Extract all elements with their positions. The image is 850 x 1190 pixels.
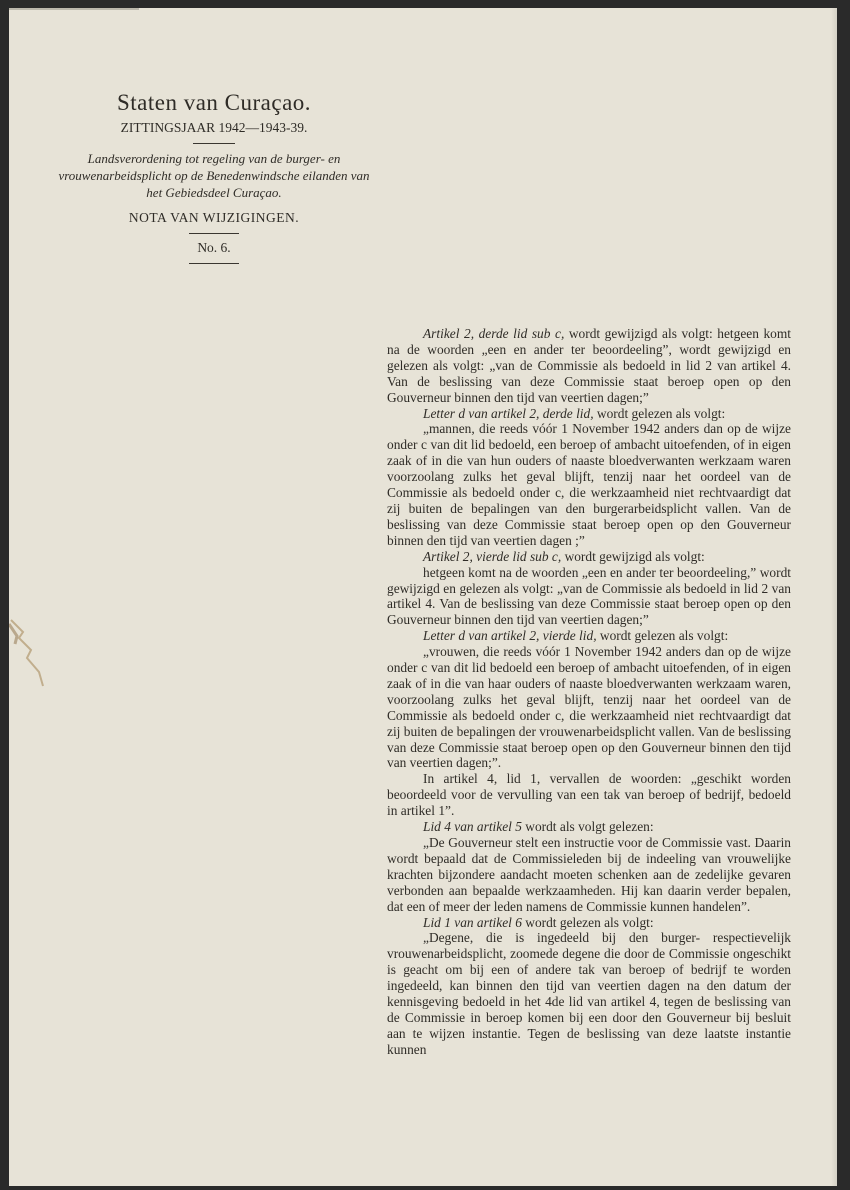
paragraph-text: wordt gelezen als volgt: [593, 405, 726, 421]
paragraph-lead: Letter d van artikel 2, vierde lid, [423, 628, 597, 644]
paragraph [387, 565, 791, 629]
document-subject: Landsverordening tot regeling van de burger- en vrouwenarbeidsplicht op de Benedenwindsche eilanden van het Gebiedsdeel Curaçao. [58, 151, 370, 200]
paper-stain-icon [9, 614, 49, 694]
paragraph-text: „Degene, die is ingedeeld bij den burger- respectievelijk vrouwenarbeidsplicht, zoomede degene die door de Commissie ongeschikt is geacht om bij een of andere tak van beroep of bedrijf te worden ingedeeld, kan binnen den tijd van veertien dagen na den datum der kennisgeving bedoeld in het 4de lid van artikel 4, tegen de beslissing van de Commissie in beroep komen bij een door den Gouverneur bij besluit aan te wijzen instantie. Tegen de beslissing van deze laatste instantie kunnen [387, 930, 791, 1057]
paragraph [387, 930, 791, 1057]
paragraph-text: wordt gelezen als volgt: [596, 628, 729, 644]
paragraph [387, 644, 791, 771]
paragraph [387, 771, 791, 819]
paragraph-lead: Letter d van artikel 2, derde lid, [423, 405, 594, 421]
paragraph-text: hetgeen komt na de woorden „een en ander ter beoordeeling,” wordt gewijzigd en gelezen als volgt: „van de Commissie als bedoeld in lid 2 van artikel 4. Van de beslissing van deze Commissie staat beroep open op den Gouverneur binnen den tijd van veertien dagen;” [387, 564, 791, 628]
paragraph-text: wordt gewijzigd als volgt: hetgeen komt na de woorden „een en ander ter beoordeeling”, wordt gewijzigd en gelezen als volgt: „van de Commissie als bedoeld in lid 2 van artikel 4. Van de beslissing van deze Commissie staat beroep open op den Gouverneur binnen den tijd van veertien dagen;” [387, 326, 791, 405]
paragraph [387, 915, 791, 931]
paragraph [387, 628, 791, 644]
paragraph-text: In artikel 4, lid 1, vervallen de woorden: „geschikt worden beoordeeld voor de vervulling van een tak van beroep of bedrijf, bedoeld in artikel 1”. [387, 771, 791, 819]
document-number: No. 6. [197, 240, 231, 255]
paragraph-text: „vrouwen, die reeds vóór 1 November 1942 anders dan op de wijze onder c van dit lid bedoeld een beroep of ambacht uitoefenden, of in eigen zaak of in die van haar ouders of naaste bloedverwanten werkzaam waren, voorzoolang zulks het geval blijft, tenzij naar het oordeel van de Commissie als bedoeld onder c, die werkzaamheid niet rechtvaardigt dat zij buiten de bepalingen der vrouwenarbeidsplicht vallen. Van de beslissing van deze Commissie staat beroep open op den Gouverneur binnen den tijd van veertien dagen;”. [387, 644, 791, 771]
paragraph [387, 406, 791, 422]
paragraph-lead: Artikel 2, vierde lid sub c, [423, 548, 562, 564]
page-edge-mark [9, 8, 139, 10]
divider [193, 143, 235, 144]
paragraph-lead: Lid 4 van artikel 5 [423, 819, 522, 835]
paragraph [387, 835, 791, 915]
divider [189, 233, 239, 234]
document-header [54, 90, 374, 270]
paragraph-text: „mannen, die reeds vóór 1 November 1942 anders dan op de wijze onder c van dit lid bedoeld, een beroep of ambacht uitoefenden, of in eigen zaak of in die van hun ouders of naaste bloedverwanten werkzaam waren voorzoolang zulks het geval blijft, tenzij naar het oordeel van de Commissie als bedoeld onder c, die werkzaamheid niet rechtvaardigt dat zij buiten de bepalingen van den burgerarbeidsplicht vallen. Van de beslissing van deze Commissie staat beroep open op den Gouverneur binnen den tijd van veertien dagen ;” [387, 421, 791, 548]
paragraph [387, 549, 791, 565]
paragraph [387, 819, 791, 835]
paragraph-lead: Lid 1 van artikel 6 [423, 914, 522, 930]
paragraph-text: wordt gelezen als volgt: [521, 914, 654, 930]
paragraph-text: wordt gewijzigd als volgt: [561, 548, 705, 564]
document-page [9, 8, 837, 1186]
paragraph-lead: Artikel 2, derde lid sub c, [423, 326, 565, 341]
session-year: ZITTINGSJAAR 1942—1943-39. [120, 120, 308, 135]
paragraph-text: „De Gouverneur stelt een instructie voor de Commissie vast. Daarin wordt bepaald dat de Commissieleden bij de indeeling van vrouwelijke krachten bijzondere aandacht moeten schenken aan de zedelijke gevaren verbonden aan bepaalde werkzaamheden. Hij kan daarin verder bepalen, dat een of meer der leden namens de Commissie kunnen handelen”. [387, 835, 791, 914]
document-type: NOTA VAN WIJZIGINGEN. [128, 210, 300, 225]
paragraph [387, 421, 791, 548]
paragraph [387, 326, 791, 406]
document-body [387, 326, 791, 1058]
divider [189, 263, 239, 264]
page-title: Staten van Curaçao. [116, 90, 312, 115]
paragraph-text: wordt als volgt gelezen: [521, 819, 654, 835]
